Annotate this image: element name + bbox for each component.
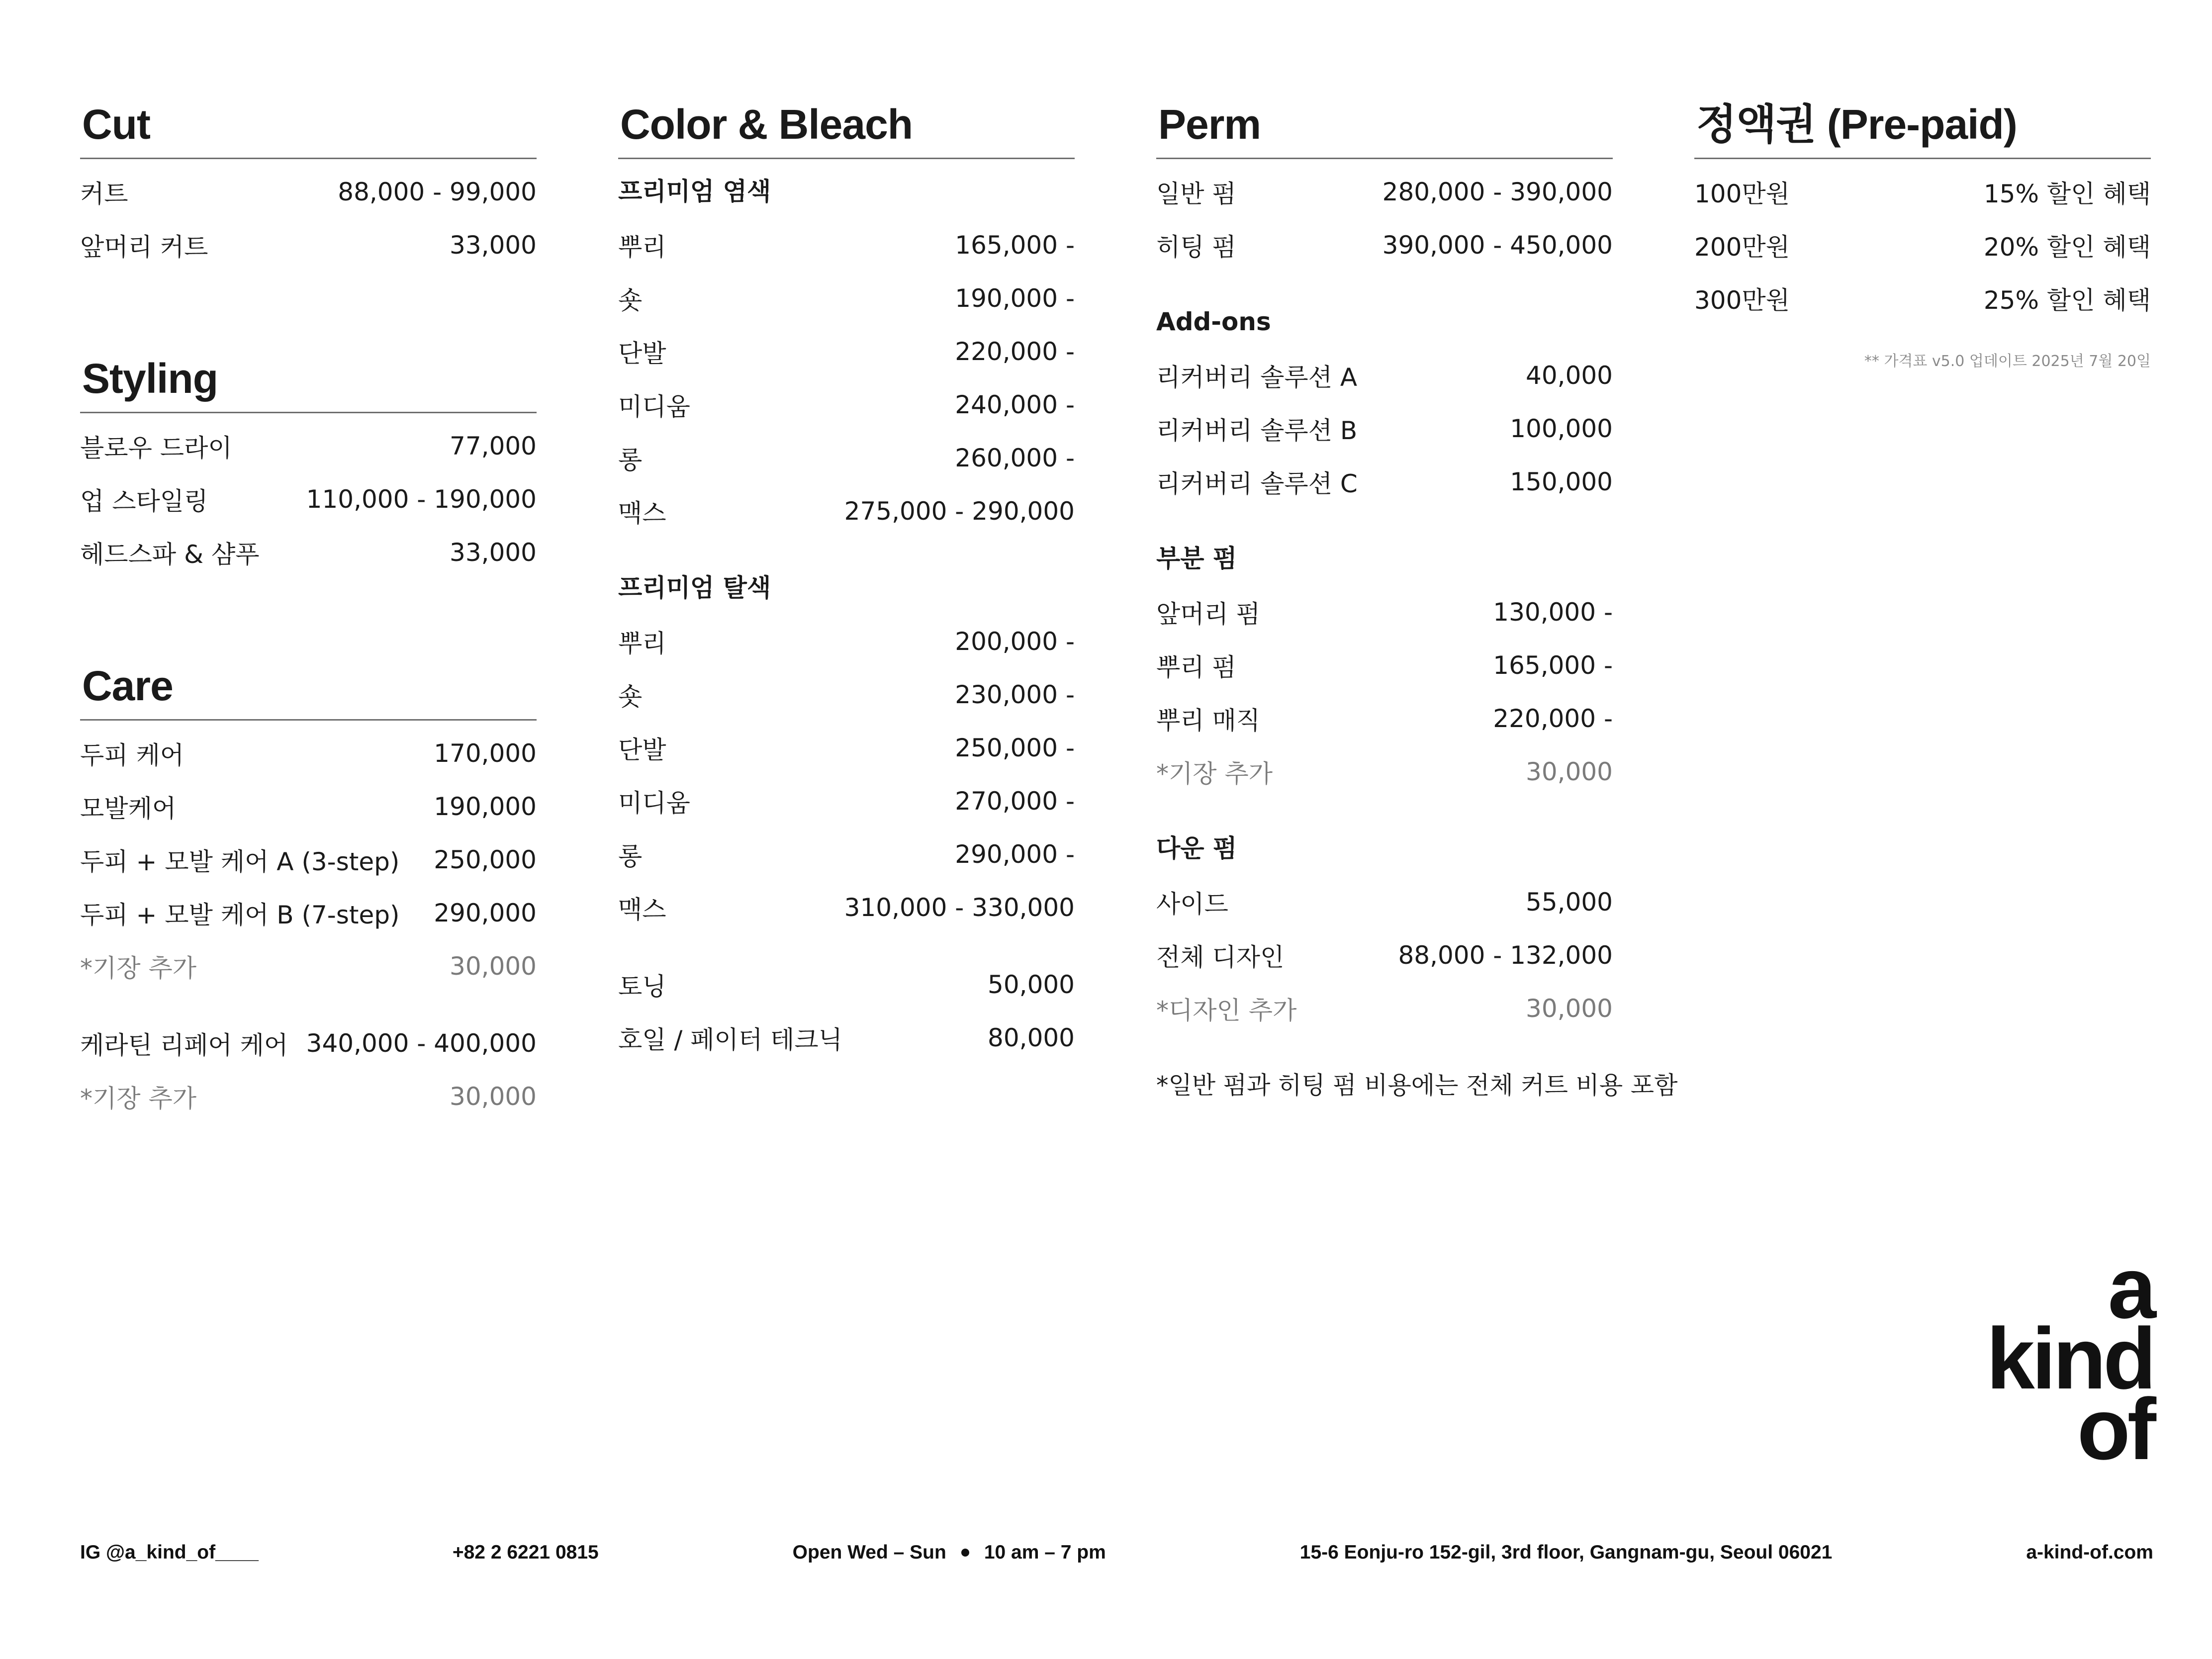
spacer — [80, 993, 537, 1016]
price-row — [80, 472, 537, 526]
service-price: 110,000 - 190,000 — [306, 484, 537, 514]
service-name: *기장 추가 — [1156, 759, 1273, 788]
service-price: 80,000 — [988, 1023, 1075, 1052]
price-row — [1156, 455, 1613, 508]
spacer — [1156, 272, 1613, 295]
service-name: 숏 — [618, 682, 643, 711]
spacer — [1156, 508, 1613, 532]
service-price: 275,000 - 290,000 — [844, 496, 1075, 526]
section-divider — [618, 158, 1075, 159]
service-price: 165,000 - — [955, 230, 1075, 260]
column-perm — [1156, 97, 1678, 1112]
section-spacer — [80, 272, 537, 351]
service-name: 단발 — [618, 735, 666, 764]
service-name: 일반 펌 — [1156, 179, 1236, 208]
logo-line-kind: kind — [1986, 1310, 2153, 1407]
service-price: 390,000 - 450,000 — [1382, 230, 1613, 260]
service-price: 100,000 — [1510, 414, 1613, 443]
brand-logo — [1890, 1240, 2153, 1478]
section-divider — [80, 158, 537, 159]
service-name: 리커버리 솔루션 A — [1156, 363, 1358, 392]
service-name: 리커버리 솔루션 B — [1156, 416, 1358, 445]
price-row — [80, 780, 537, 833]
bullet-dot-icon — [961, 1549, 969, 1557]
service-name: 헤드스파 & 샴푸 — [80, 540, 260, 569]
service-price: 30,000 — [450, 951, 537, 981]
price-row — [618, 668, 1075, 721]
footer-time: 10 am – 7 pm — [984, 1542, 1106, 1563]
footer — [80, 1542, 2153, 1564]
spacer — [618, 934, 1075, 958]
spacer — [1156, 798, 1613, 822]
service-price: 30,000 — [450, 1082, 537, 1111]
price-row — [1156, 639, 1613, 692]
service-name: 롱 — [618, 445, 643, 474]
price-row — [618, 721, 1075, 774]
service-name: 두피 케어 — [80, 740, 184, 770]
service-name: 업 스타일링 — [80, 486, 208, 516]
service-name: 케라틴 리페어 케어 — [80, 1030, 288, 1060]
service-price: 25% 할인 혜택 — [1983, 285, 2151, 315]
service-price: 150,000 — [1510, 467, 1613, 496]
price-row — [1156, 402, 1613, 455]
price-row — [80, 526, 537, 579]
section-divider — [1694, 158, 2151, 159]
service-name: *디자인 추가 — [1156, 996, 1297, 1025]
price-row — [618, 1011, 1075, 1064]
footer-website[interactable]: a-kind-of.com — [2026, 1542, 2153, 1563]
price-row — [618, 218, 1075, 272]
service-name: 맥스 — [618, 895, 666, 924]
service-price: 190,000 — [434, 792, 537, 821]
price-row — [80, 218, 537, 272]
price-row — [1156, 165, 1613, 218]
service-name: 미디움 — [618, 788, 690, 818]
subsection-heading: 프리미엄 염색 — [618, 177, 771, 206]
price-note-row — [1156, 982, 1613, 1035]
spacer — [618, 538, 1075, 561]
service-price: 190,000 - — [955, 283, 1075, 313]
footer-phone[interactable]: +82 2 6221 0815 — [452, 1542, 599, 1563]
service-name: 토닝 — [618, 972, 666, 1001]
price-row — [618, 272, 1075, 325]
price-row — [80, 833, 537, 886]
service-price: 290,000 - — [955, 839, 1075, 869]
service-name: 모발케어 — [80, 794, 177, 823]
service-price: 200,000 - — [955, 627, 1075, 656]
service-price: 77,000 — [450, 431, 537, 461]
service-price: 30,000 — [1526, 994, 1613, 1023]
service-price: 20% 할인 혜택 — [1983, 232, 2151, 262]
section-spacer — [80, 579, 537, 658]
section-divider — [80, 412, 537, 413]
service-name: 두피 + 모발 케어 A (3-step) — [80, 847, 400, 876]
service-name: 뿌리 — [618, 629, 666, 658]
price-row — [618, 484, 1075, 538]
service-name: 뿌리 펌 — [1156, 652, 1236, 682]
service-price: 55,000 — [1526, 887, 1613, 917]
subsection-heading: 프리미엄 탈색 — [618, 573, 771, 602]
price-row — [1156, 585, 1613, 639]
price-row — [618, 615, 1075, 668]
section-divider — [1156, 158, 1613, 159]
subsection-heading: 다운 펌 — [1156, 834, 1237, 863]
service-price: 250,000 - — [955, 733, 1075, 762]
price-note-row — [80, 1070, 537, 1123]
service-price: 260,000 - — [955, 443, 1075, 472]
section-title: Color & Bleach — [620, 101, 913, 148]
service-name: 앞머리 커트 — [80, 232, 208, 262]
subsection-heading: Add-ons — [1156, 307, 1271, 336]
column-cut-styling-care — [80, 97, 537, 1123]
price-row — [618, 828, 1075, 881]
section-title: Perm — [1158, 101, 1261, 148]
service-name: 두피 + 모발 케어 B (7-step) — [80, 900, 400, 929]
version-note: ** 가격표 v5.0 업데이트 2025년 7월 20일 — [1864, 353, 2151, 370]
price-row — [1694, 165, 2151, 218]
price-row — [80, 419, 537, 472]
price-row — [1156, 928, 1613, 982]
service-price: 88,000 - 99,000 — [338, 177, 537, 206]
service-price: 50,000 — [988, 970, 1075, 999]
price-row — [1156, 349, 1613, 402]
service-name: 단발 — [618, 339, 666, 368]
service-price: 33,000 — [450, 230, 537, 260]
service-price: 220,000 - — [1493, 704, 1613, 733]
service-price: 240,000 - — [955, 390, 1075, 419]
service-price: 340,000 - 400,000 — [306, 1028, 537, 1058]
service-price: 40,000 — [1526, 361, 1613, 390]
footer-address: 15-6 Eonju-ro 152-gil, 3rd floor, Gangnam-gu, Seoul 06021 — [1299, 1542, 1833, 1563]
price-row — [80, 727, 537, 780]
logo-line-of: of — [2077, 1381, 2153, 1478]
service-name: 커트 — [80, 179, 128, 208]
price-row — [1694, 272, 2151, 325]
service-name: 블로우 드라이 — [80, 433, 232, 462]
service-price: 170,000 — [434, 738, 537, 768]
service-price: 30,000 — [1526, 757, 1613, 786]
service-price: 250,000 — [434, 845, 537, 874]
section-title: Cut — [82, 101, 150, 148]
service-name: 리커버리 솔루션 C — [1156, 469, 1358, 498]
price-row — [1156, 218, 1613, 272]
service-name: *기장 추가 — [80, 953, 197, 983]
section-divider — [80, 719, 537, 721]
service-name: 롱 — [618, 841, 643, 871]
column-prepaid — [1694, 97, 2151, 370]
price-row — [80, 886, 537, 939]
service-name: 전체 디자인 — [1156, 942, 1285, 972]
service-price: 280,000 - 390,000 — [1382, 177, 1613, 206]
subsection-heading: 부분 펌 — [1156, 544, 1237, 573]
price-row — [1156, 692, 1613, 745]
column-color-bleach — [618, 97, 1075, 1064]
service-price: 290,000 — [434, 898, 537, 927]
service-name: 사이드 — [1156, 889, 1228, 919]
service-name: 앞머리 펌 — [1156, 599, 1261, 629]
price-row — [618, 958, 1075, 1011]
price-row — [80, 1016, 537, 1070]
price-footnote: *일반 펌과 히팅 펌 비용에는 전체 커트 비용 포함 — [1156, 1071, 1678, 1100]
price-note-row — [80, 939, 537, 993]
price-row — [1156, 875, 1613, 928]
price-row — [618, 325, 1075, 378]
section-title: 정액권 (Pre-paid) — [1696, 101, 2017, 148]
service-price: 15% 할인 혜택 — [1983, 179, 2151, 208]
price-row — [618, 431, 1075, 484]
section-title: Styling — [82, 355, 218, 402]
price-row — [80, 165, 537, 218]
service-name: 호일 / 페이터 테크닉 — [618, 1025, 842, 1054]
price-note-row — [1156, 745, 1613, 798]
service-name: 미디움 — [618, 392, 690, 421]
footer-hours — [793, 1542, 1106, 1564]
footer-instagram[interactable]: IG @a_kind_of____ — [80, 1542, 259, 1563]
price-row — [618, 378, 1075, 431]
service-name: 맥스 — [618, 498, 666, 528]
service-name: 뿌리 매직 — [1156, 706, 1261, 735]
service-price: 310,000 - 330,000 — [844, 893, 1075, 922]
service-name: *기장 추가 — [80, 1084, 197, 1113]
service-price: 220,000 - — [955, 337, 1075, 366]
logo-line-a: a — [2108, 1240, 2153, 1337]
price-row — [618, 774, 1075, 828]
service-price: 130,000 - — [1493, 597, 1613, 627]
service-name: 뿌리 — [618, 232, 666, 262]
section-title: Care — [82, 662, 173, 709]
service-price: 230,000 - — [955, 680, 1075, 709]
service-name: 300만원 — [1694, 285, 1790, 315]
service-name: 히팅 펌 — [1156, 232, 1236, 262]
service-name: 100만원 — [1694, 179, 1790, 208]
service-price: 88,000 - 132,000 — [1398, 940, 1613, 970]
service-price: 270,000 - — [955, 786, 1075, 816]
price-row — [618, 881, 1075, 934]
service-name: 200만원 — [1694, 232, 1790, 262]
service-name: 숏 — [618, 285, 643, 315]
service-price: 165,000 - — [1493, 650, 1613, 680]
footer-days: Open Wed – Sun — [792, 1542, 946, 1563]
spacer — [1156, 1035, 1613, 1059]
price-row — [1694, 218, 2151, 272]
service-price: 33,000 — [450, 538, 537, 567]
